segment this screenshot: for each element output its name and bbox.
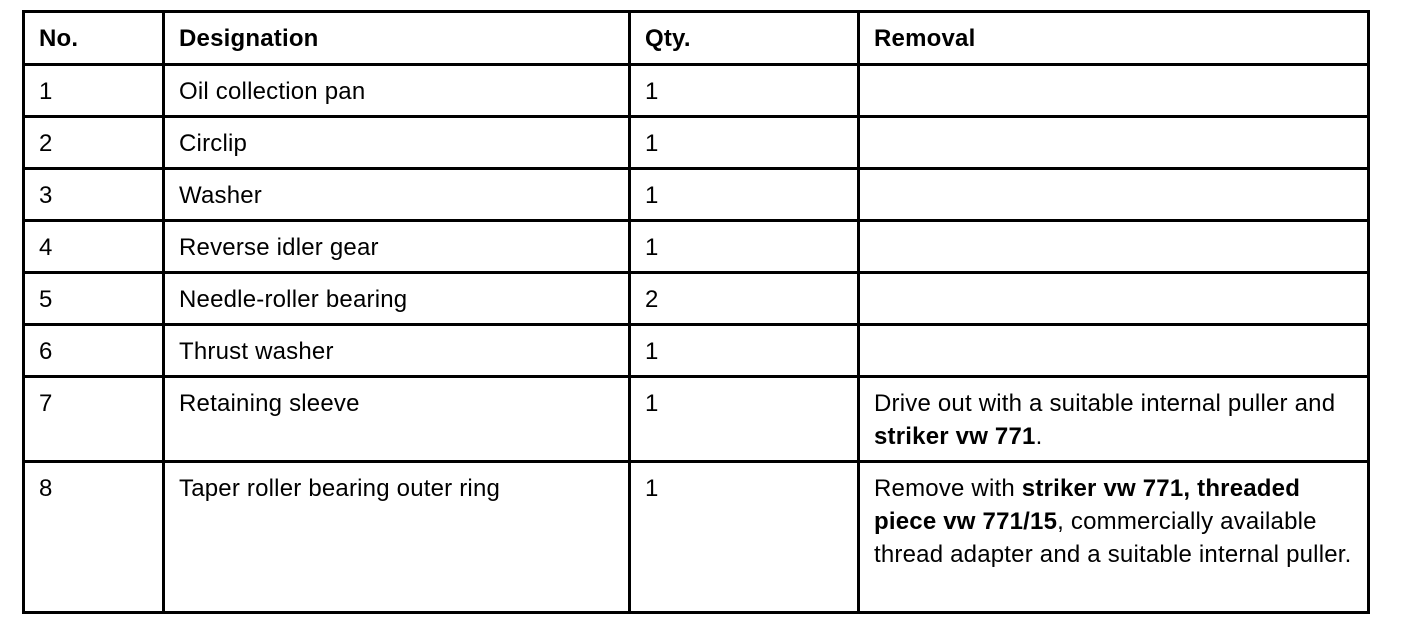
cell-no: 7 bbox=[24, 377, 164, 462]
removal-text: , commercially available thread adapter and a suitable internal puller. bbox=[874, 508, 1352, 568]
cell-designation: Reverse idler gear bbox=[164, 221, 630, 273]
cell-removal bbox=[859, 325, 1369, 377]
header-removal: Removal bbox=[859, 12, 1369, 65]
header-qty: Qty. bbox=[630, 12, 859, 65]
cell-designation: Oil collection pan bbox=[164, 65, 630, 117]
cell-qty: 1 bbox=[630, 462, 859, 613]
cell-qty: 1 bbox=[630, 65, 859, 117]
table-row bbox=[24, 273, 1369, 325]
cell-removal bbox=[859, 169, 1369, 221]
cell-no: 5 bbox=[24, 273, 164, 325]
removal-tool-bold: threaded piece vw 771/15 bbox=[874, 475, 1301, 535]
table-row bbox=[24, 377, 1369, 462]
cell-qty: 1 bbox=[630, 325, 859, 377]
removal-separator-bold: , bbox=[1183, 475, 1198, 502]
table-row bbox=[24, 221, 1369, 273]
removal-tool-bold: striker vw 771 bbox=[1021, 475, 1184, 502]
cell-removal bbox=[859, 117, 1369, 169]
cell-designation: Taper roller bearing outer ring bbox=[164, 462, 630, 613]
cell-qty: 2 bbox=[630, 273, 859, 325]
cell-designation: Circlip bbox=[164, 117, 630, 169]
cell-no: 2 bbox=[24, 117, 164, 169]
table-row bbox=[24, 65, 1369, 117]
cell-no: 3 bbox=[24, 169, 164, 221]
removal-text: Drive out with a suitable internal puller and bbox=[874, 390, 1336, 417]
header-designation: Designation bbox=[164, 12, 630, 65]
cell-qty: 1 bbox=[630, 117, 859, 169]
cell-no: 1 bbox=[24, 65, 164, 117]
cell-removal bbox=[859, 65, 1369, 117]
table-row bbox=[24, 325, 1369, 377]
table-row bbox=[24, 462, 1369, 613]
cell-qty: 1 bbox=[630, 377, 859, 462]
cell-designation: Needle-roller bearing bbox=[164, 273, 630, 325]
header-no: No. bbox=[24, 12, 164, 65]
parts-table bbox=[22, 10, 1370, 614]
cell-removal bbox=[859, 273, 1369, 325]
cell-no: 4 bbox=[24, 221, 164, 273]
removal-text: . bbox=[1035, 423, 1043, 450]
table-header-row bbox=[24, 12, 1369, 65]
cell-qty: 1 bbox=[630, 169, 859, 221]
table-row bbox=[24, 169, 1369, 221]
removal-text: Remove with bbox=[874, 475, 1022, 502]
removal-tool-bold: striker vw 771 bbox=[874, 423, 1036, 450]
cell-removal bbox=[859, 377, 1369, 462]
cell-designation: Thrust washer bbox=[164, 325, 630, 377]
cell-removal bbox=[859, 462, 1369, 613]
cell-no: 6 bbox=[24, 325, 164, 377]
cell-qty: 1 bbox=[630, 221, 859, 273]
cell-no: 8 bbox=[24, 462, 164, 613]
table-row bbox=[24, 117, 1369, 169]
cell-designation: Washer bbox=[164, 169, 630, 221]
cell-removal bbox=[859, 221, 1369, 273]
cell-designation: Retaining sleeve bbox=[164, 377, 630, 462]
